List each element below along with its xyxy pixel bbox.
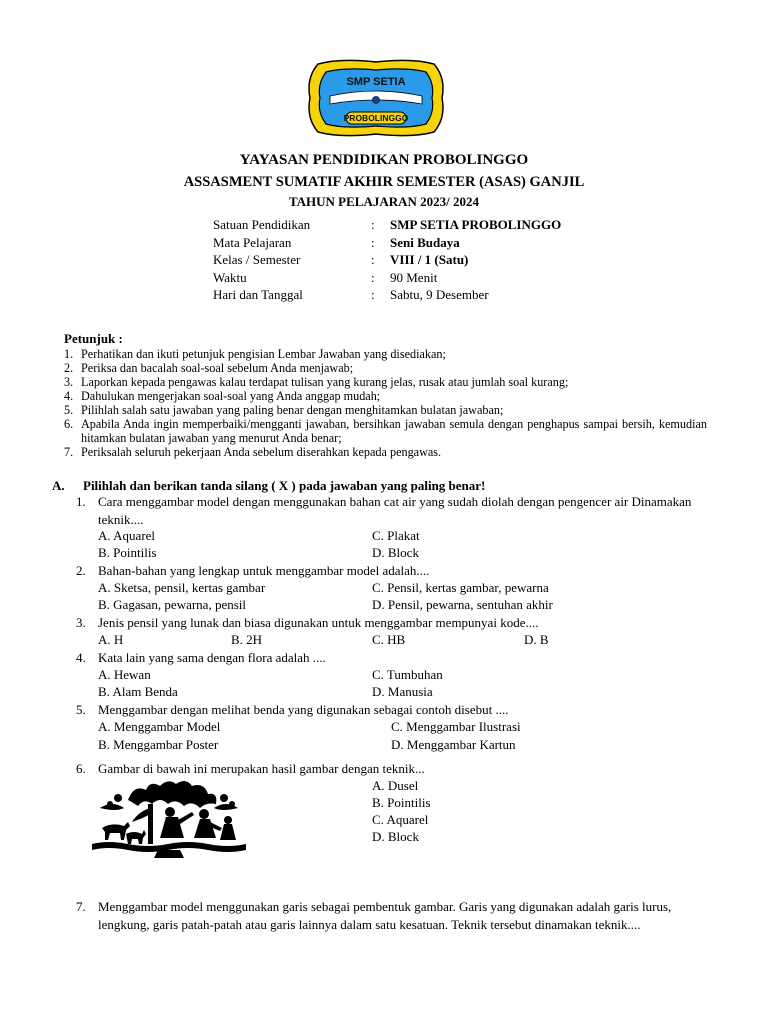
instruction-number: 1. bbox=[64, 347, 74, 361]
instruction-text: Perhatikan dan ikuti petunjuk pengisian Lembar Jawaban yang disediakan; bbox=[81, 347, 446, 361]
option-d[interactable]: D. Block bbox=[372, 829, 419, 844]
instruction-text: Apabila Anda ingin memperbaiki/mengganti jawaban, bersihkan jawaban semula dengan penghapus sampai bersih, kemudian hitamkan bulatan jawaban yang menurut Anda benar; bbox=[81, 417, 707, 445]
question-number: 1. bbox=[76, 494, 86, 509]
option-a[interactable]: A. Menggambar Model bbox=[98, 719, 221, 734]
option-b[interactable]: B. Alam Benda bbox=[98, 684, 178, 699]
info-colon: : bbox=[371, 287, 375, 302]
logo-text-top: SMP SETIA bbox=[346, 76, 406, 88]
school-logo bbox=[304, 56, 448, 140]
question-text: Menggambar dengan melihat benda yang digunakan sebagai contoh disebut .... bbox=[98, 702, 509, 717]
option-a[interactable]: A. Aquarel bbox=[98, 528, 156, 543]
option-b[interactable]: B. Menggambar Poster bbox=[98, 737, 219, 752]
option-c[interactable]: C. Plakat bbox=[372, 528, 420, 543]
option-b[interactable]: B. 2H bbox=[231, 632, 263, 647]
info-colon: : bbox=[371, 217, 375, 232]
foundation-title: YAYASAN PENDIDIKAN PROBOLINGGO bbox=[239, 152, 529, 168]
question-number: 6. bbox=[76, 761, 86, 776]
option-d[interactable]: D. Block bbox=[372, 545, 419, 560]
exam-title: ASSASMENT SUMATIF AKHIR SEMESTER (ASAS) GANJIL bbox=[183, 174, 585, 190]
info-label: Mata Pelajaran bbox=[213, 235, 292, 250]
info-value: Sabtu, 9 Desember bbox=[390, 287, 489, 302]
info-colon: : bbox=[371, 270, 375, 285]
option-a[interactable]: A. Sketsa, pensil, kertas gambar bbox=[98, 580, 266, 595]
question-number: 2. bbox=[76, 563, 86, 578]
option-c[interactable]: C. Menggambar Ilustrasi bbox=[391, 719, 521, 734]
instruction-number: 3. bbox=[64, 375, 74, 389]
instructions-title: Petunjuk : bbox=[64, 331, 123, 346]
info-value: Seni Budaya bbox=[390, 235, 460, 250]
option-b[interactable]: B. Pointilis bbox=[372, 795, 431, 810]
info-value: 90 Menit bbox=[390, 270, 438, 285]
instruction-number: 6. bbox=[64, 417, 74, 431]
instruction-text: Pilihlah salah satu jawaban yang paling benar dengan menghitamkan bulatan jawaban; bbox=[81, 403, 504, 417]
question-text: Bahan-bahan yang lengkap untuk menggambar model adalah.... bbox=[98, 563, 430, 578]
info-label: Kelas / Semester bbox=[213, 252, 301, 267]
info-value: VIII / 1 (Satu) bbox=[390, 252, 469, 267]
option-c[interactable]: C. HB bbox=[372, 632, 406, 647]
instruction-number: 4. bbox=[64, 389, 74, 403]
logo-text-bottom: PROBOLINGGO bbox=[343, 113, 409, 123]
question-text: Cara menggambar model dengan menggunakan bahan cat air yang sudah diolah dengan pengencer air Dinamakan teknik.... bbox=[98, 494, 692, 527]
academic-year: TAHUN PELAJARAN 2023/ 2024 bbox=[288, 194, 480, 209]
question-text: Jenis pensil yang lunak dan biasa digunakan untuk menggambar mempunyai kode.... bbox=[98, 615, 539, 630]
info-label: Waktu bbox=[213, 270, 247, 285]
option-c[interactable]: C. Tumbuhan bbox=[372, 667, 443, 682]
instruction-number: 7. bbox=[64, 445, 74, 459]
question-number: 5. bbox=[76, 702, 86, 717]
option-a[interactable]: A. H bbox=[98, 632, 124, 647]
block-technique-silhouette-image bbox=[88, 778, 250, 858]
option-b[interactable]: B. Gagasan, pewarna, pensil bbox=[98, 597, 247, 612]
instruction-text: Laporkan kepada pengawas kalau terdapat tulisan yang kurang jelas, rusak atau jumlah soal kurang; bbox=[81, 375, 569, 389]
info-colon: : bbox=[371, 252, 375, 267]
question-number: 7. bbox=[76, 899, 86, 914]
instruction-number: 2. bbox=[64, 361, 74, 375]
question-text: Kata lain yang sama dengan flora adalah .... bbox=[98, 650, 326, 665]
option-a[interactable]: A. Dusel bbox=[372, 778, 419, 793]
question-number: 4. bbox=[76, 650, 86, 665]
option-d[interactable]: D. Menggambar Kartun bbox=[391, 737, 516, 752]
section-number: A. bbox=[52, 478, 65, 493]
option-a[interactable]: A. Hewan bbox=[98, 667, 151, 682]
instruction-text: Periksalah seluruh pekerjaan Anda sebelum diserahkan kepada pengawas. bbox=[81, 445, 442, 459]
option-d[interactable]: D. Pensil, pewarna, sentuhan akhir bbox=[372, 597, 553, 612]
info-label: Hari dan Tanggal bbox=[213, 287, 303, 302]
info-label: Satuan Pendidikan bbox=[213, 217, 311, 232]
question-text: Gambar di bawah ini merupakan hasil gambar dengan teknik... bbox=[98, 761, 425, 776]
option-c[interactable]: C. Aquarel bbox=[372, 812, 429, 827]
question-text: Menggambar model menggunakan garis sebagai pembentuk gambar. Garis yang digunakan adalah garis lurus, lengkung, garis patah-patah atau garis lainnya dalam satu kesatuan. Teknik tersebut dinamakan teknik.... bbox=[98, 899, 672, 932]
info-value: SMP SETIA PROBOLINGGO bbox=[390, 217, 562, 232]
option-d[interactable]: D. B bbox=[524, 632, 549, 647]
option-b[interactable]: B. Pointilis bbox=[98, 545, 157, 560]
section-title: Pilihlah dan berikan tanda silang ( X ) pada jawaban yang paling benar! bbox=[83, 478, 486, 493]
instruction-text: Periksa dan bacalah soal-soal sebelum Anda menjawab; bbox=[81, 361, 354, 375]
option-d[interactable]: D. Manusia bbox=[372, 684, 433, 699]
info-colon: : bbox=[371, 235, 375, 250]
instruction-text: Dahulukan mengerjakan soal-soal yang Anda anggap mudah; bbox=[81, 389, 381, 403]
instruction-number: 5. bbox=[64, 403, 74, 417]
question-number: 3. bbox=[76, 615, 86, 630]
option-c[interactable]: C. Pensil, kertas gambar, pewarna bbox=[372, 580, 549, 595]
